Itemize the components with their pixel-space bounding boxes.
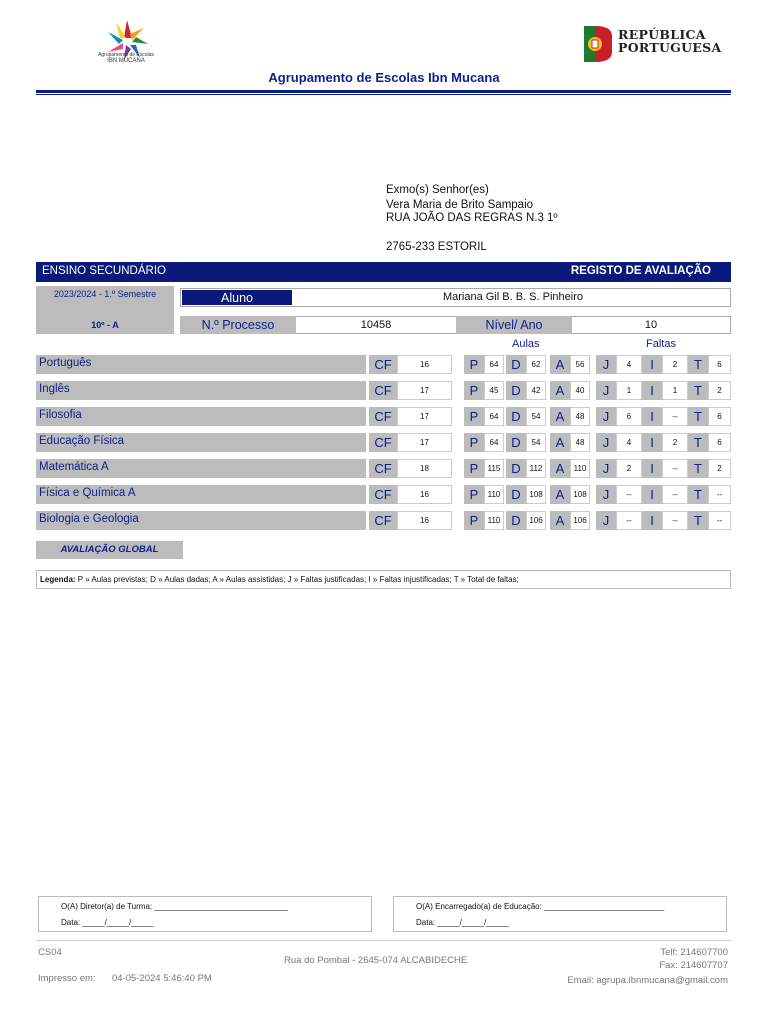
table-row	[36, 407, 731, 426]
label-d: D	[506, 433, 526, 452]
banner-left: ENSINO SECUNDÁRIO	[42, 265, 166, 277]
value-d: 54	[526, 407, 546, 426]
legend-label: Legenda:	[40, 575, 76, 584]
value-p: 110	[484, 511, 504, 530]
level-value: 10	[644, 319, 658, 331]
value-p: 115	[484, 459, 504, 478]
value-i: 2	[662, 355, 688, 374]
footer-code: CS04	[38, 947, 62, 958]
label-p: P	[464, 485, 484, 504]
label-cf: CF	[369, 355, 397, 374]
value-j: --	[616, 485, 642, 504]
value-d: 112	[526, 459, 546, 478]
banner-right: REGISTO DE AVALIAÇÃO	[570, 265, 711, 277]
school-title: Agrupamento de Escolas Ibn Mucana	[268, 70, 500, 85]
value-a: 108	[570, 485, 590, 504]
republic-line2: PORTUGUESA	[618, 40, 722, 55]
section-banner	[36, 262, 731, 282]
label-i: I	[642, 459, 662, 478]
guardian-signature-box	[393, 896, 727, 932]
legend-box	[36, 570, 731, 589]
value-j: 6	[616, 407, 642, 426]
value-cf: 16	[397, 485, 452, 504]
guardian-signature-line: O(A) Encarregado(a) de Educação: ___________________________	[416, 902, 665, 911]
label-i: I	[642, 433, 662, 452]
label-t: T	[688, 485, 708, 504]
process-number: 10458	[360, 319, 392, 331]
legend-text: P » Aulas previstas; D » Aulas dadas; A » Aulas assistidas; J » Faltas justificadas; I » Faltas injustificadas; T » Total de faltas;	[75, 575, 519, 584]
value-t: --	[708, 485, 731, 504]
director-signature-line: O(A) Diretor(a) de Turma: ______________________________	[61, 902, 288, 911]
label-t: T	[688, 355, 708, 374]
subject-name: Física e Química A	[36, 485, 366, 504]
table-row	[36, 433, 731, 452]
student-label: Aluno	[181, 289, 293, 306]
student-name: Mariana Gil B. B. S. Pinheiro	[442, 291, 583, 303]
value-a: 106	[570, 511, 590, 530]
school-logo-caption-line2: IBN MUCANA	[107, 58, 145, 64]
value-t: 6	[708, 355, 731, 374]
value-d: 42	[526, 381, 546, 400]
value-i: --	[662, 407, 688, 426]
label-a: A	[550, 459, 570, 478]
value-a: 110	[570, 459, 590, 478]
label-j: J	[596, 485, 616, 504]
aulas-header: Aulas	[512, 338, 540, 350]
republic-text	[618, 28, 722, 54]
label-cf: CF	[369, 381, 397, 400]
label-cf: CF	[369, 407, 397, 426]
label-p: P	[464, 459, 484, 478]
value-cf: 17	[397, 433, 452, 452]
label-i: I	[642, 355, 662, 374]
footer-printed-label: Impresso em:	[38, 973, 96, 984]
label-cf: CF	[369, 511, 397, 530]
label-j: J	[596, 407, 616, 426]
table-row	[36, 485, 731, 504]
label-d: D	[506, 355, 526, 374]
subject-name: Educação Física	[36, 433, 366, 452]
footer-address: Rua do Pombal - 2645-074 ALCABIDECHE	[284, 955, 468, 966]
label-j: J	[596, 381, 616, 400]
value-p: 110	[484, 485, 504, 504]
value-d: 108	[526, 485, 546, 504]
value-i: --	[662, 485, 688, 504]
header-divider	[36, 90, 731, 93]
school-logo-caption-line1: Agrupamento de Escolas	[98, 52, 154, 58]
director-signature-box	[38, 896, 372, 932]
value-cf: 17	[397, 407, 452, 426]
label-p: P	[464, 355, 484, 374]
global-evaluation-button[interactable]: AVALIAÇÃO GLOBAL	[36, 541, 183, 559]
label-j: J	[596, 433, 616, 452]
label-i: I	[642, 485, 662, 504]
subject-name: Inglês	[36, 381, 366, 400]
value-cf: 16	[397, 511, 452, 530]
label-a: A	[550, 407, 570, 426]
label-p: P	[464, 381, 484, 400]
director-date-line: Data: _____/_____/_____	[61, 918, 154, 927]
value-t: 2	[708, 459, 731, 478]
table-row	[36, 459, 731, 478]
value-t: 6	[708, 407, 731, 426]
label-d: D	[506, 511, 526, 530]
value-i: 1	[662, 381, 688, 400]
address-street: RUA JOÃO DAS REGRAS N.3 1º	[386, 212, 558, 224]
value-t: 6	[708, 433, 731, 452]
value-p: 64	[484, 355, 504, 374]
label-d: D	[506, 407, 526, 426]
label-i: I	[642, 511, 662, 530]
class-label: 10º - A	[91, 320, 119, 330]
value-i: --	[662, 459, 688, 478]
value-a: 56	[570, 355, 590, 374]
address-greeting: Exmo(s) Senhor(es)	[386, 184, 489, 196]
header-divider-thin	[36, 94, 731, 95]
subject-name: Biologia e Geologia	[36, 511, 366, 530]
value-p: 64	[484, 433, 504, 452]
republic-line1: REPÚBLICA	[618, 27, 706, 42]
label-j: J	[596, 511, 616, 530]
label-cf: CF	[369, 485, 397, 504]
republic-emblem-icon	[584, 26, 612, 62]
value-t: --	[708, 511, 731, 530]
value-a: 40	[570, 381, 590, 400]
value-p: 64	[484, 407, 504, 426]
value-cf: 17	[397, 381, 452, 400]
footer-printed-value: 04-05-2024 5:46:40 PM	[112, 973, 212, 984]
semester-box	[36, 286, 174, 334]
value-a: 48	[570, 433, 590, 452]
label-a: A	[550, 511, 570, 530]
address-name: Vera Maria de Brito Sampaio	[386, 199, 534, 211]
label-i: I	[642, 381, 662, 400]
label-t: T	[688, 407, 708, 426]
value-i: 2	[662, 433, 688, 452]
table-row	[36, 355, 731, 374]
label-a: A	[550, 485, 570, 504]
footer-phone: Telf: 214607700	[660, 947, 728, 958]
footer-email: Email: agrupa.ibnmucana@gmail.com	[567, 975, 728, 986]
label-j: J	[596, 459, 616, 478]
value-d: 54	[526, 433, 546, 452]
semester-label: 2023/2024 - 1.º Semestre	[53, 289, 157, 299]
label-i: I	[642, 407, 662, 426]
label-p: P	[464, 433, 484, 452]
value-j: 4	[616, 433, 642, 452]
value-p: 45	[484, 381, 504, 400]
label-t: T	[688, 459, 708, 478]
subject-name: Matemática A	[36, 459, 366, 478]
label-a: A	[550, 355, 570, 374]
value-cf: 16	[397, 355, 452, 374]
footer-fax: Fax: 214607707	[659, 960, 728, 971]
label-p: P	[464, 511, 484, 530]
value-a: 48	[570, 407, 590, 426]
value-d: 62	[526, 355, 546, 374]
faltas-header: Faltas	[646, 338, 676, 350]
label-d: D	[506, 485, 526, 504]
subject-name: Filosofia	[36, 407, 366, 426]
label-cf: CF	[369, 459, 397, 478]
value-j: 2	[616, 459, 642, 478]
label-d: D	[506, 459, 526, 478]
value-cf: 18	[397, 459, 452, 478]
value-t: 2	[708, 381, 731, 400]
label-t: T	[688, 511, 708, 530]
table-row	[36, 381, 731, 400]
value-j: --	[616, 511, 642, 530]
subject-name: Português	[36, 355, 366, 374]
label-t: T	[688, 433, 708, 452]
level-label: Nível/ Ano	[456, 316, 572, 334]
label-d: D	[506, 381, 526, 400]
value-j: 1	[616, 381, 642, 400]
process-label: N.º Processo	[180, 316, 296, 334]
guardian-date-line: Data: _____/_____/_____	[416, 918, 509, 927]
label-j: J	[596, 355, 616, 374]
value-j: 4	[616, 355, 642, 374]
label-cf: CF	[369, 433, 397, 452]
label-a: A	[550, 381, 570, 400]
label-a: A	[550, 433, 570, 452]
school-logo-caption	[96, 52, 156, 64]
label-t: T	[688, 381, 708, 400]
value-d: 106	[526, 511, 546, 530]
table-row	[36, 511, 731, 530]
value-i: --	[662, 511, 688, 530]
address-postal: 2765-233 ESTORIL	[386, 241, 487, 253]
label-p: P	[464, 407, 484, 426]
footer-divider	[36, 940, 731, 941]
